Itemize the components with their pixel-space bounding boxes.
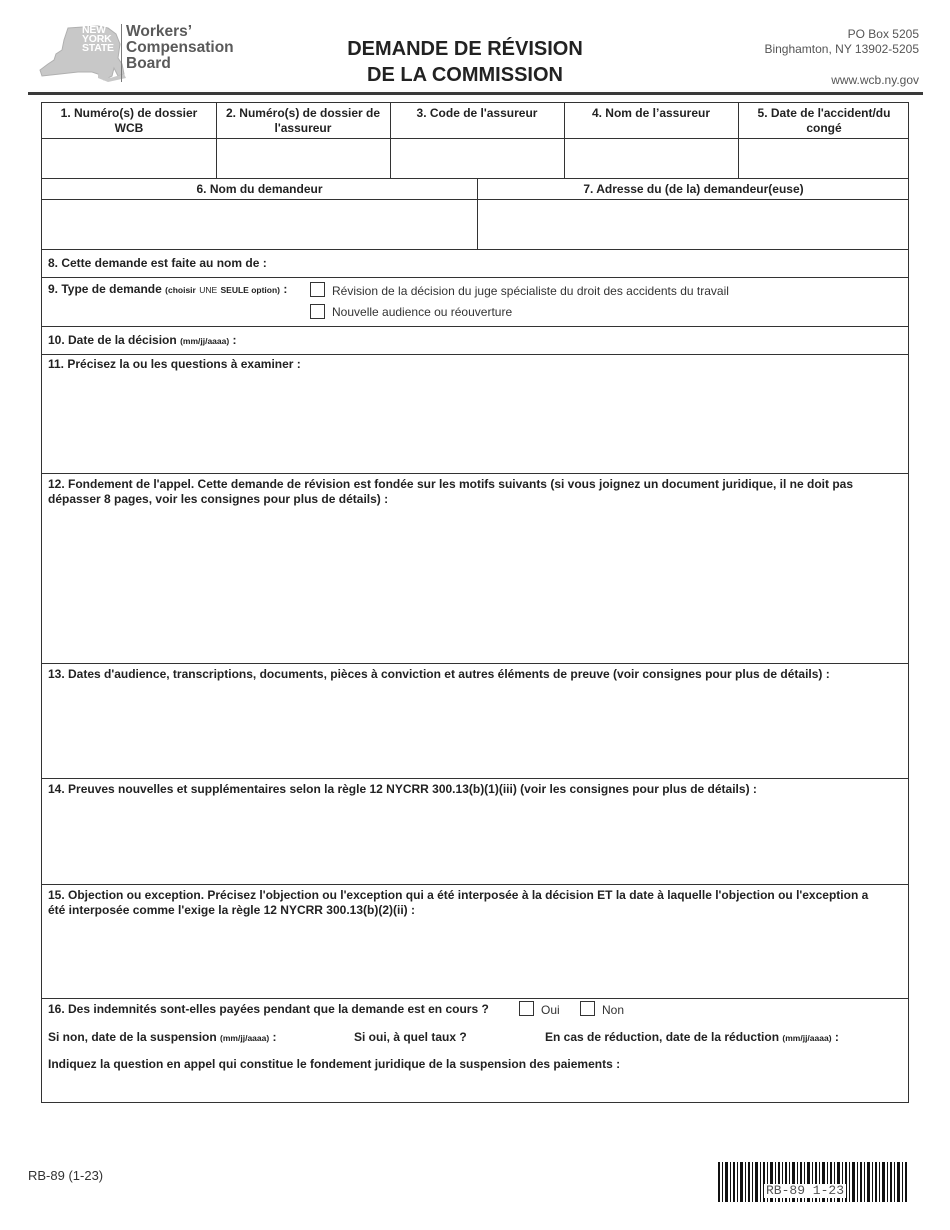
mailing-address: PO Box 5205 Binghamton, NY 13902-5205 <box>764 27 919 56</box>
form-code: RB-89 (1-23) <box>28 1168 104 1183</box>
legal-basis-suspension-field[interactable] <box>42 1075 909 1102</box>
label-grounds-for-appeal: 12. Fondement de l'appel. Cette demande de révision est fondée sur les motifs suivants (si vous joignez un document juridique, il ne doit pas dépasser 8 pages, voir les consignes pour plus de détails) : <box>48 477 854 506</box>
request-type-rehearing-label: Nouvelle audience ou réouverture <box>332 305 513 319</box>
new-evidence-field[interactable] <box>42 800 909 884</box>
payments-yes-label: Oui <box>541 1003 560 1017</box>
label-suspension-date: Si non, date de la suspension (mm/jj/aaaa) : <box>48 1030 277 1044</box>
issues-to-review-field[interactable] <box>42 373 909 473</box>
label-wcb-case-number: 1. Numéro(s) de dossier WCB <box>60 106 198 135</box>
label-hearing-dates-evidence: 13. Dates d'audience, transcriptions, documents, pièces à conviction et autres éléments de preuve (voir consignes pour plus de détails) : <box>48 667 830 681</box>
payments-yes-checkbox[interactable] <box>519 1001 534 1016</box>
label-reduction-date: En cas de réduction, date de la réduction (mm/jj/aaaa) : <box>545 1030 839 1044</box>
payments-no-label: Non <box>602 1003 625 1017</box>
label-legal-basis-suspension: Indiquez la question en appel qui constitue le fondement juridique de la suspension des paiements : <box>48 1057 621 1071</box>
logo-org-name: Workers’ Compensation Board <box>126 23 234 72</box>
label-request-type: 9. Type de demande (choisir UNE SEULE option) : <box>48 282 288 296</box>
barcode-text: RB-89 1-23 <box>766 1183 845 1198</box>
grounds-for-appeal-field[interactable] <box>42 511 909 663</box>
request-type-review-label: Révision de la décision du juge spécialiste du droit des accidents du travail <box>332 284 729 298</box>
label-carrier-name: 4. Nom de l’assureur <box>591 106 711 120</box>
request-type-review-checkbox[interactable] <box>310 282 325 297</box>
carrier-code-field[interactable] <box>391 139 564 178</box>
payments-no-checkbox[interactable] <box>580 1001 595 1016</box>
label-objection-exception: 15. Objection ou exception. Précisez l'objection ou l'exception qui a été interposée à la décision ET la date à laquelle l'objection ou l'exception a été interposée comme l'exige la règle 12 NYCRR 300.13(b)(2)(ii) : <box>48 888 869 917</box>
carrier-case-number-field[interactable] <box>217 139 390 178</box>
label-carrier-case-number: 2. Numéro(s) de dossier de l'assureur <box>225 106 381 135</box>
accident-date-field[interactable] <box>739 139 909 178</box>
header-divider <box>28 92 923 95</box>
carrier-name-field[interactable] <box>565 139 738 178</box>
label-accident-date: 5. Date de l'accident/du congé <box>757 106 891 135</box>
logo-divider <box>121 24 122 82</box>
claimant-name-field[interactable] <box>42 200 477 249</box>
filed-on-behalf-of-field[interactable] <box>302 250 909 277</box>
label-claimant-name: 6. Nom du demandeur <box>196 182 323 196</box>
label-claimant-address: 7. Adresse du (de la) demandeur(euse) <box>583 182 804 196</box>
label-carrier-code: 3. Code de l'assureur <box>416 106 538 120</box>
barcode <box>718 1162 908 1202</box>
wcb-case-number-field[interactable] <box>42 139 216 178</box>
wcb-logo <box>38 22 238 86</box>
objection-exception-field[interactable] <box>42 922 909 998</box>
decision-date-field[interactable] <box>257 327 909 354</box>
request-type-rehearing-checkbox[interactable] <box>310 304 325 319</box>
label-payments-pending: 16. Des indemnités sont-elles payées pendant que la demande est en cours ? <box>48 1002 489 1016</box>
website-link[interactable]: www.wcb.ny.gov <box>831 73 919 87</box>
label-new-evidence: 14. Preuves nouvelles et supplémentaires selon la règle 12 NYCRR 300.13(b)(1)(iii) (voir les consignes pour plus de détails) : <box>48 782 757 796</box>
review-request-form <box>41 102 909 1103</box>
hearing-dates-evidence-field[interactable] <box>42 685 909 778</box>
label-payment-rate: Si oui, à quel taux ? <box>354 1030 467 1044</box>
logo-state-text: NEW YORK STATE <box>82 24 114 54</box>
label-filed-on-behalf-of: 8. Cette demande est faite au nom de : <box>48 256 267 270</box>
page-title: DEMANDE DE RÉVISION DE LA COMMISSION <box>347 38 583 86</box>
label-decision-date: 10. Date de la décision (mm/jj/aaaa) : <box>48 333 237 347</box>
label-issues-to-review: 11. Précisez la ou les questions à examiner : <box>48 357 301 371</box>
claimant-address-field[interactable] <box>478 200 909 249</box>
